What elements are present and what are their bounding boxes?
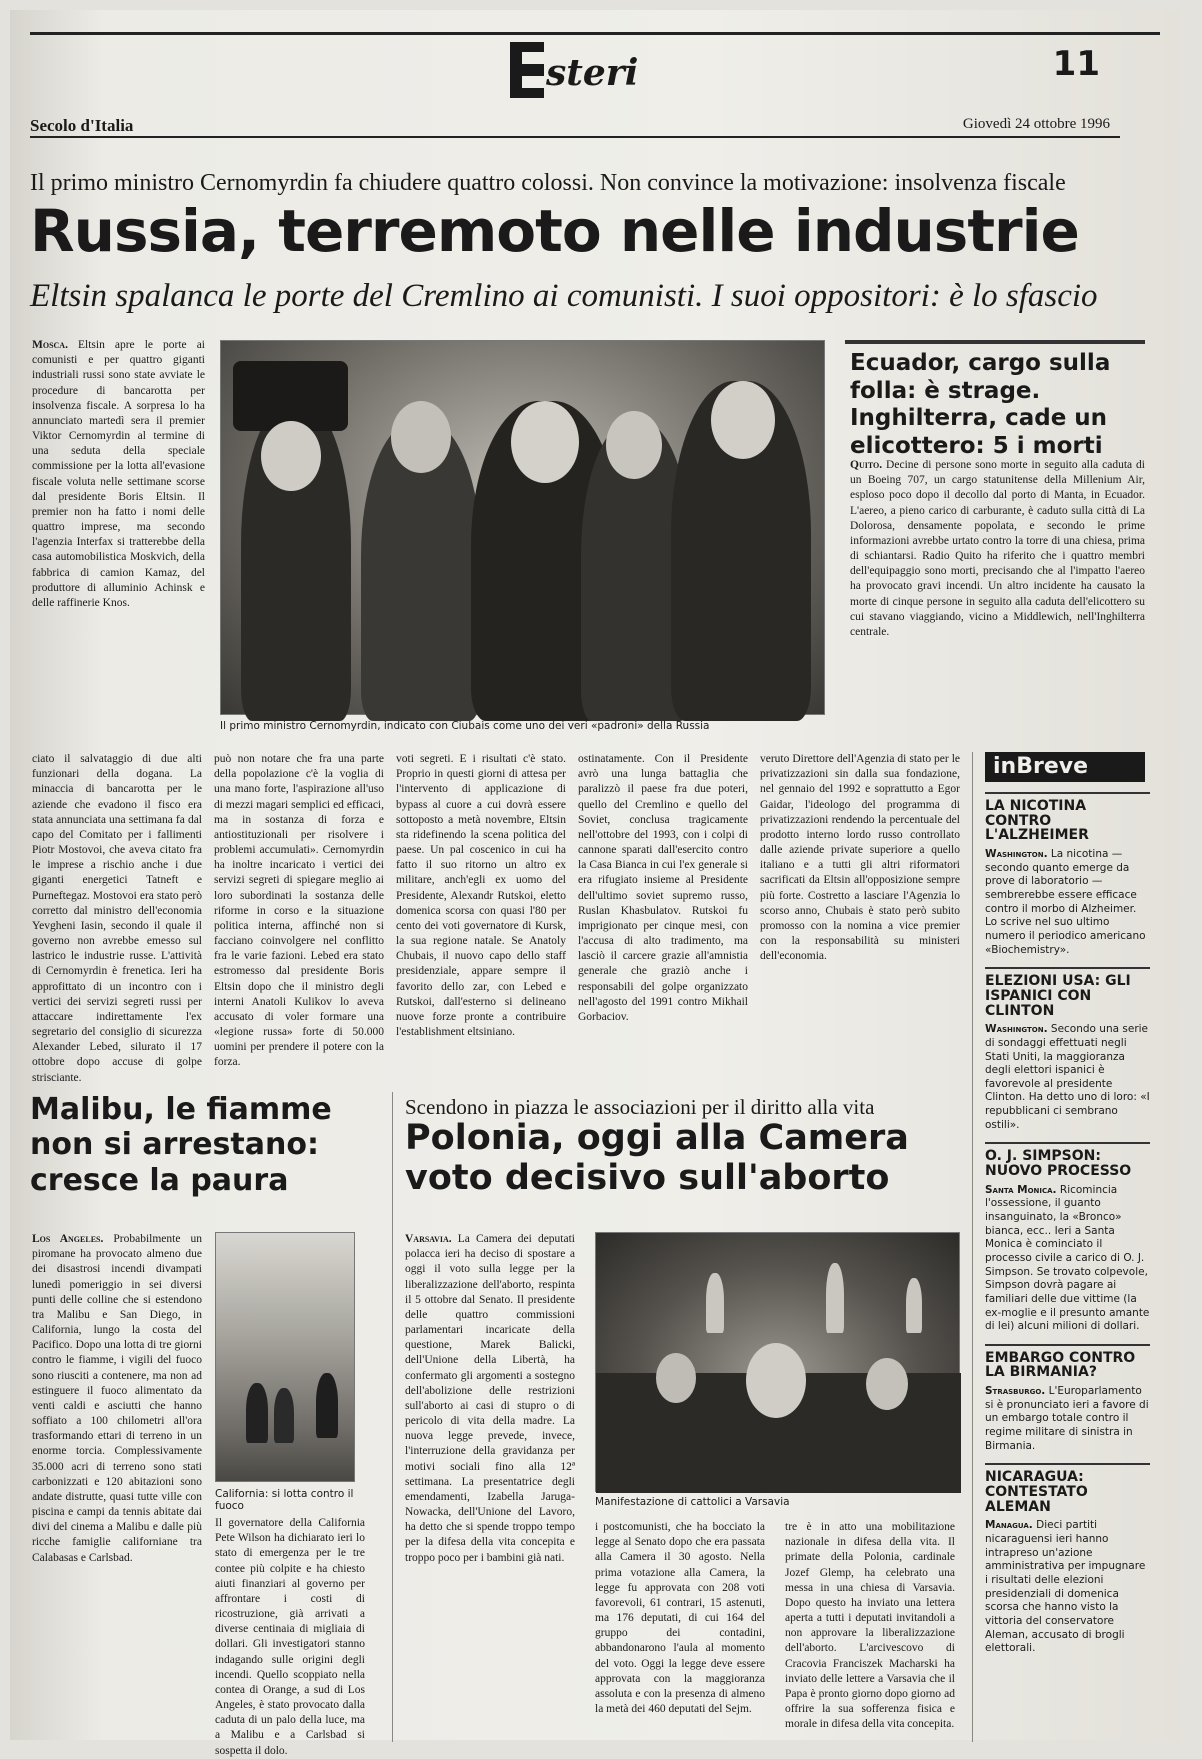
brief-dateline: Managua.	[985, 1519, 1033, 1532]
lead-column-2: ciato il salvataggio di due alti funzionari della dogana. La minaccia di bancarotta per le aziende che evadono il fisco era stata annunciata una settimana fa dal capo del Comitato per i fallimenti Piotr Mostovoi, che aveva citato fra le imprese a rischio anche i due giganti energetici Tatneft e Purneftegaz. Mostovoi era stato però corretto dal ministro dell'economia Yevgheni Iasin, secondo il quale il governo non avrebbe emesso sul lastrico le industrie russe. L'attività di Cernomyrdin è frenetica. Ieri ha approfittato di un incontro con i vertici dei servizi segreti russi per attaccare indirettamente l'ex segretario del consiglio di sicurezza Alexander Lebed, silurato il 17 ottobre dopo accuse di golpe strisciante.	[32, 753, 202, 1084]
lead-dateline: Mosca.	[32, 339, 68, 351]
brief-body	[985, 848, 1150, 957]
brief-body	[985, 1184, 1150, 1334]
lead-column-6: veruto Direttore dell'Agenzia di stato per le privatizzazioni sin dalla sua fondazione, nel gennaio del 1992 e soprattutto a Egor Gaidar, l'ideologo del programma di privatizzazioni rendendo la percentuale del prodotto interno lordo russo controllato dalle aziende private superiore a quello italiano e a tutti gli altri riformatori sacrificati da Eltsin all'opposizione sempre più forte. Costretto a lasciare l'Agenzia lo scorso anno, Chubais è stato però subito promosso con la nomina a vice premier con la responsabilità su ministeri dell'economia.	[760, 753, 960, 963]
photo-face	[746, 1343, 806, 1418]
brief-title: ELEZIONI USA: GLI ISPANICI CON CLINTON	[985, 973, 1131, 1019]
photo-face	[391, 401, 451, 473]
inbreve-label: inBreve	[985, 752, 1145, 782]
ecuador-body	[850, 458, 1145, 728]
photo-face	[711, 381, 775, 459]
malibu-headline: Malibu, le fiamme non si arrestano: cresce la paura	[30, 1092, 332, 1198]
malibu-column-2: Il governatore della California Pete Wilson ha dichiarato ieri lo stato di emergenza per le tre contee più colpite e ha chiesto aiuti finanziari al governo per affrontare i costi di ricostruzione, già arrivati a diverse centinaia di migliaia di dollari. Gli investigatori stanno indagando sulle origini degli incendi. Quello scoppiato nella contea di Orange, a sud di Los Angeles, è stato provocato dalla caduta di un palo della luce, ma a Malibu e a Carlsbad si sospetta il dolo.	[215, 1517, 365, 1757]
lead-photo	[220, 340, 825, 715]
brief-dateline: Washington.	[985, 1023, 1048, 1036]
lead-headline: Russia, terremoto nelle industrie	[30, 197, 1079, 265]
ecuador-body-text: Decine di persone sono morte in seguito alla caduta di un Boeing 707, un cargo statunitense della Millenium Air, esploso poco dopo il decollo dal porto di Manta, in Ecuador. L'aereo, a pieno carico di carburante, è caduto sulla città di La Dolorosa, densamente popolata, e secondo le prime informazioni avrebbe urtato contro la torre di una chiesa, prima di schiantarsi. Radio Quito ha riferito che i quattro membri dell'equipaggio sono morti, precisando che al l'impatto l'aereo ha provocato gravi incendi. Un altro incidente ha causato la morte di cinque persone in seguito alla caduta dell'elicottero su cui stavano viaggiando, vicino a Middlewich, nell'Inghilterra centrale.	[850, 459, 1145, 638]
polonia-photo-caption: Manifestazione di cattolici a Varsavia	[595, 1496, 790, 1508]
lead-column-4: voti segreti. E i risultati c'è stato. Proprio in questi giorni di attesa per l'intervento di applicazione di bypass al cuore a cui dovrà essere sottoposto a metà novembre, Eltsin sta ridefinendo la scena politica del paese. Un pal coscenico in cui ha fatto il suo ritorno un altro ex militare, anch'egli ex uomo del Presidente, Alexandr Rutskoi, eletto domenica scorsa con quasi l'80 per cento dei voti governatore di Kursk, la sua regione natale. Se Anatoly Chubais, il nuovo capo dello staff presidenziale, appare sempre il favorito dello zar, con Lebed e Rutskoi, dall'esterno si delineano nuove forze pronte a contribuire l'establishment eltsiniano.	[396, 753, 566, 1039]
photo-face	[606, 411, 662, 479]
brief-item	[985, 1142, 1150, 1333]
brief-text: Dieci partiti nicaraguensi ieri hanno intrapreso un'azione amministrativa per impugnare i risultati delle elezioni presidenziali di domenica scorsa che hanno visto la vittoria del conservatore Aleman, accusato di brogli elettorali.	[985, 1519, 1146, 1655]
masthead-rule	[30, 136, 1120, 138]
page-number: 11	[1052, 44, 1100, 84]
lead-column-3: può non notare che fra una parte della popolazione c'è la voglia di una mano forte, l'aspirazione all'uso di mezzi magari semplici ed efficaci, ma in sostanza di forza e antiostituzionali per risolvere i problemi accumulati». Cernomyrdin ha inoltre incaricato i vertici dei servizi segreti di spiegare meglio ai loro subordinati la sostanza delle riforme in corso e la situazione politica interna, affinché non si facciano coinvolgere nel conflitto fra le varie fazioni. Lebed era stato estromesso dal presidente Boris Eltsin dopo che il ministro degli interni Anatoli Kulikov lo aveva accusato di voler formare una «legione russa» forte di 50.000 uomini per prendere il potere con la forza.	[214, 753, 384, 1069]
photo-face	[261, 421, 321, 491]
brief-body	[985, 1385, 1150, 1453]
photo-hand	[706, 1273, 724, 1333]
malibu-column-1-text: Probabilmente un piromane ha provocato almeno due dei disastrosi incendi divampati lunedì pomeriggio in sei diversi punti delle colline che si estendono tra Malibu e San Diego, in California, lungo la costa del Pacifico. Dopo una lotta di tre giorni contro le fiamme, i vigili del fuoco sono riusciti a contenere, ma non ad estinguere il fuoco alimentato da venti caldi e asciutti che hanno soffiato a 100 chilometri all'ora trasformando ettari di terreno in un enorme torcia. Complessivamente 35.000 acri di terreno sono stati carbonizzati e 120 abitazioni sono andate distrutte, quasi tutte ville con piscina e campi da tennis abitate dai divi del cinema a Malibu e dalle più ricche famiglie californiane tra Calabasas e Carlsbad.	[32, 1233, 202, 1564]
photo-figure	[274, 1388, 294, 1443]
column-divider	[972, 752, 973, 1742]
section-logo	[510, 42, 690, 102]
polonia-photo	[595, 1232, 960, 1492]
top-rule	[30, 32, 1160, 35]
photo-hand	[826, 1263, 844, 1333]
issue-date: Giovedì 24 ottobre 1996	[962, 116, 1110, 132]
inbreve-sidebar	[985, 752, 1150, 1742]
photo-face	[866, 1358, 908, 1410]
section-name: steri	[546, 52, 639, 94]
ecuador-rule	[845, 340, 1145, 344]
ecuador-dateline: Quito.	[850, 459, 883, 471]
lead-column-5: ostinatamente. Con il Presidente avrò una lunga battaglia che paralizzò il paese fra due poteri, quello del Cremlino e quello del Soviet, conclusa tragicamente nell'ottobre del 1993, con i colpi di cannone sparati dall'esercito contro la Casa Bianca in cui l'ex generale si era rifugiato insieme al Presidente dell'ultimo soviet supremo russo, Ruslan Khasbulatov. Rutskoi fu imprigionato per cinque mesi, con l'accusa di alto tradimento, ma lasciò il carcere grazie all'amnistia generale che graziò anche i responsabili del golpe organizzato nell'agosto del 1991 contro Mikhail Gorbaciov.	[578, 753, 748, 1023]
malibu-photo-caption: California: si lotta contro il fuoco	[215, 1488, 354, 1512]
lead-subhead: Eltsin spalanca le porte del Cremlino ai comunisti. I suoi oppositori: è lo sfascio	[30, 278, 1098, 314]
lead-column-1-text: Eltsin apre le porte ai comunisti e per quattro giganti industriali russi sono state avviate le procedure di bancarotta per insolvenza fiscale. A sorpresa lo ha annunciato martedì sera il premier Viktor Cernomyrdin al termine di una seduta della speciale commissione per la lotta all'evasione fiscale voluta nelle settimane scorse dal presidente Boris Eltsin. Il premier non ha fatto i nomi delle quattro imprese, ma secondo l'agenzia Interfax si tratterebbe della casa automobilistica Moskvich, della fabbrica di camion Kamaz, del produttore di alluminio Achinsk e delle raffinerie Knos.	[32, 339, 205, 609]
malibu-column-1	[32, 1232, 202, 1712]
lead-photo-caption: Il primo ministro Cernomyrdin, indicato con Ciubais come uno dei veri «padroni» della Russia	[220, 720, 710, 732]
section-logo-initial	[510, 42, 544, 98]
newspaper-page	[10, 10, 1180, 1757]
brief-title: O. J. SIMPSON: NUOVO PROCESSO	[985, 1148, 1132, 1180]
brief-body	[985, 1519, 1150, 1655]
photo-face	[511, 401, 579, 483]
ecuador-headline: Ecuador, cargo sulla folla: è strage. Inghilterra, cade un elicottero: 5 i morti	[850, 350, 1111, 459]
brief-text: Ricomincia l'ossessione, il guanto insanguinato, la «Bronco» bianca, ecc.. Ieri a Santa Monica è cominciato il processo civile a carico di O. J. Simpson. Se trovato colpevole, Simpson dovrà pagare ai familiari delle due vittime (la ex-moglie e il presunto amante di lei) alcuni milioni di dollari.	[985, 1183, 1150, 1333]
brief-item	[985, 967, 1150, 1132]
column-divider	[392, 1092, 393, 1742]
polonia-column-1	[405, 1232, 575, 1712]
polonia-column-3: tre è in atto una mobilitazione nazionale in difesa della vita. Il primate della Polonia, cardinale Jozef Glemp, ha celebrato una messa in una chiesa di Varsavia. Dopo questo ha inviato una lettera aperta a tutti i deputati invitandoli a non approvare la liberalizzazione dell'aborto. L'arcivescovo di Cracovia Franciszek Macharski ha inviato delle lettere a Varsavia che il Papa è pronto giorno dopo giorno ad offrire la sua sofferenza fisica e morale in difesa della vita concepita.	[785, 1521, 955, 1731]
polonia-dateline: Varsavia.	[405, 1233, 452, 1245]
brief-item	[985, 1344, 1150, 1454]
brief-text: L'Europarlamento si è pronunciato ieri a favore di un embargo totale contro il regime militare di sinistra in Birmania.	[985, 1385, 1149, 1452]
polonia-headline: Polonia, oggi alla Camera voto decisivo sull'aborto	[405, 1118, 909, 1199]
brief-title: NICARAGUA: CONTESTATO ALEMAN	[985, 1469, 1088, 1515]
polonia-column-2: i postcomunisti, che ha bocciato la legge al Senato dopo che era passata alla Camera il 30 agosto. Nella prima votazione alla Camera, la legge fu approvata con 208 voti favorevoli, 61 contrari, 15 astenuti, ma 176 deputati, di cui 164 del gruppo dei contadini, abbandonarono l'aula al momento del voto. Oggi la legge deve essere approvata con la maggioranza assoluta e con la presenza di almeno la metà dei 460 deputati del Sejm.	[595, 1521, 765, 1716]
paper-name: Secolo d'Italia	[30, 116, 134, 135]
polonia-kicker: Scendono in piazza le associazioni per il diritto alla vita	[405, 1095, 875, 1119]
brief-item	[985, 1463, 1150, 1655]
lead-column-1	[32, 338, 205, 738]
photo-face	[656, 1353, 696, 1403]
brief-text: La nicotina — secondo quanto emerge da prove di laboratorio — sembrerebbe essere efficace contro il morbo di Alzheimer. Lo scrive nel suo ultimo numero il periodico americano «Biochemistry».	[985, 848, 1146, 956]
brief-body	[985, 1023, 1150, 1132]
photo-figure	[316, 1373, 338, 1438]
malibu-photo	[215, 1232, 355, 1482]
brief-text: Secondo una serie di sondaggi effettuati negli Stati Uniti, la maggioranza degli elettori ispanici è favorevole al presidente Clinton. Ha detto uno di loro: «I repubblicani ci sembrano ostili».	[985, 1023, 1150, 1131]
brief-item	[985, 792, 1150, 957]
photo-figure	[246, 1383, 268, 1443]
brief-dateline: Strasburgo.	[985, 1385, 1046, 1398]
photo-hand	[906, 1278, 922, 1333]
brief-dateline: Washington.	[985, 848, 1048, 861]
polonia-column-1-text: La Camera dei deputati polacca ieri ha deciso di spostare a oggi il voto sulla legge per la liberalizzazione dell'aborto, respinta il 5 ottobre dal Senato. Il presidente delle quattro commissioni parlamentari incaricate della questione, Marek Balicki, dell'Unione della Libertà, ha confermato gli argomenti a sostegno dell'abolizione delle restrizioni sull'aborto ai casi di stupro o di pericolo di vita della madre. La nuova legge prevede, invece, l'interruzione della gravidanza per motivi sociali fino alla 12ª settimana. La presentatrice degli emendamenti, Izabella Jaruga-Nowacka, dell'Unione del Lavoro, ha detto che si spende troppo tempo per la difesa della vita concepita e troppo poco per i bambini già nati.	[405, 1233, 575, 1564]
brief-dateline: Santa Monica.	[985, 1183, 1057, 1196]
malibu-dateline: Los Angeles.	[32, 1233, 104, 1245]
brief-title: LA NICOTINA CONTRO L'ALZHEIMER	[985, 798, 1089, 844]
lead-kicker: Il primo ministro Cernomyrdin fa chiudere quattro colossi. Non convince la motivazione: insolvenza fiscale	[30, 170, 1066, 196]
brief-title: EMBARGO CONTRO LA BIRMANIA?	[985, 1349, 1136, 1381]
